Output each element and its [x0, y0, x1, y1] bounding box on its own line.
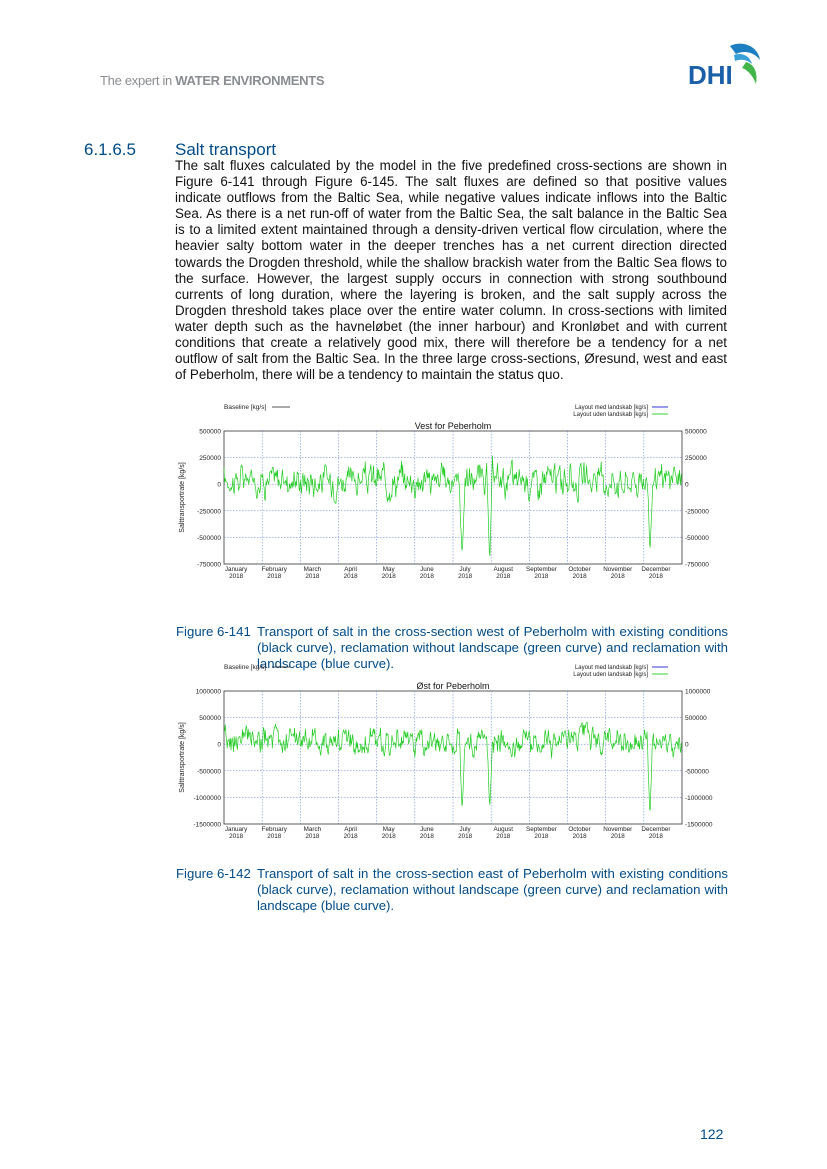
x-tick-month: September	[526, 826, 557, 833]
x-tick-month: March	[303, 566, 322, 573]
y-tick-label-left: -500000	[197, 534, 221, 542]
x-tick-year: 2018	[343, 573, 358, 580]
x-tick-month: July	[459, 826, 471, 833]
y-tick-label-right: 250000	[685, 455, 707, 463]
x-tick-year: 2018	[381, 573, 396, 580]
x-tick-month: March	[303, 826, 322, 833]
x-tick-month: January	[224, 566, 248, 573]
x-tick-month: April	[344, 826, 357, 833]
dhi-logo	[684, 40, 764, 92]
x-tick-month: September	[526, 566, 557, 573]
x-tick-year: 2018	[648, 573, 663, 580]
chart-title: Vest for Peberholm	[414, 421, 492, 431]
y-tick-label-left: -1500000	[193, 821, 221, 829]
y-tick-label-right: -500000	[685, 768, 709, 776]
section-paragraph: The salt fluxes calculated by the model in the five predefined cross-sections are shown in Figure 6-141 through Figure 6-145. The salt fluxes are defined so that positive values indicate outflows from the Baltic Sea, while negative values indicate inflows into the Baltic Sea. As there is a net run-off of water from the Baltic Sea, the salt balance in the Baltic Sea is to a limited extent maintained through a density-driven vertical flow circulation, where the heavier salty bottom water in the deeper trenches has a net current direction directed towards the Drogden threshold, while the shallow brackish water from the Baltic Sea flows to the surface. However, the largest supply occurs in connection with strong southbound currents of long duration, where the layering is broken, and the salt supply across the Drogden threshold takes place over the entire water column. In cross-sections with limited water depth such as the havneløbet (the inner harbour) and Kronløbet and with current conditions that create a relatively good mix, there will therefore be a tendency for a net outflow of salt from the Baltic Sea. In the three large cross-sections, Øresund, west and east of Peberholm, there will be a tendency to maintain the status quo.	[175, 158, 727, 383]
caption-number: Figure 6-141	[176, 624, 251, 639]
y-tick-label-left: -250000	[197, 508, 221, 516]
x-tick-month: November	[603, 566, 633, 573]
dhi-logo-icon	[684, 40, 764, 92]
chart-0-svg	[176, 398, 709, 584]
section-number: 6.1.6.5	[84, 140, 136, 159]
x-tick-month: December	[641, 826, 671, 833]
y-tick-label-right: -250000	[685, 508, 709, 516]
logo-text: DHI	[688, 60, 733, 90]
y-tick-label-right: 500000	[685, 428, 707, 436]
header-tagline	[100, 73, 324, 88]
y-tick-label-left: -750000	[197, 561, 221, 569]
y-axis-label: Salttransportrate [kg/s]	[179, 462, 186, 533]
y-axis-label: Salttransportrate [kg/s]	[179, 722, 186, 793]
y-tick-label-right: 0	[685, 481, 689, 489]
x-tick-year: 2018	[381, 833, 396, 840]
y-tick-label-left: 0	[217, 481, 221, 489]
tagline-bold: WATER ENVIRONMENTS	[175, 73, 325, 88]
x-tick-year: 2018	[419, 833, 434, 840]
legend-left-label: Baseline [kg/s]	[224, 664, 267, 671]
x-tick-year: 2018	[229, 573, 244, 580]
x-tick-year: 2018	[343, 833, 358, 840]
x-tick-year: 2018	[419, 573, 434, 580]
legend-right-label: Layout med landskab [kg/s]	[574, 665, 648, 671]
x-tick-month: January	[224, 826, 248, 833]
tagline-prefix: The expert in	[100, 73, 176, 88]
x-tick-year: 2018	[572, 833, 587, 840]
y-tick-label-left: 1000000	[195, 688, 221, 696]
chart-1-svg	[176, 658, 713, 844]
x-tick-year: 2018	[610, 573, 625, 580]
x-tick-year: 2018	[267, 833, 282, 840]
x-tick-month: February	[261, 566, 287, 573]
section-title: Salt transport	[175, 140, 277, 159]
series-line-layout-uden-landskab	[224, 456, 681, 556]
x-tick-year: 2018	[267, 573, 282, 580]
y-tick-label-right: -1500000	[685, 821, 713, 829]
caption-text: Transport of salt in the cross-section east of Peberholm with existing conditions (black curve), reclamation without landscape (green curve) and reclamation with landscape (blue curve).	[257, 866, 728, 913]
x-tick-month: June	[420, 826, 434, 833]
y-tick-label-left: 250000	[199, 455, 221, 463]
x-tick-year: 2018	[572, 573, 587, 580]
x-tick-month: February	[261, 826, 287, 833]
x-tick-year: 2018	[458, 573, 473, 580]
x-tick-month: December	[641, 566, 671, 573]
x-tick-year: 2018	[648, 833, 663, 840]
x-tick-month: June	[420, 566, 434, 573]
y-tick-label-right: -1000000	[685, 794, 713, 802]
chart-title: Øst for Peberholm	[416, 681, 490, 691]
x-tick-month: May	[382, 566, 395, 573]
legend-right-label: Layout med landskab [kg/s]	[574, 405, 648, 411]
x-tick-month: October	[568, 566, 591, 573]
y-tick-label-left: 500000	[199, 428, 221, 436]
caption-number: Figure 6-142	[176, 866, 251, 881]
y-tick-label-right: 0	[685, 741, 689, 749]
x-tick-year: 2018	[229, 833, 244, 840]
y-tick-label-right: 500000	[685, 715, 707, 723]
x-tick-month: April	[344, 566, 357, 573]
x-tick-year: 2018	[458, 833, 473, 840]
page-number: 122	[700, 1126, 724, 1142]
y-tick-label-right: -500000	[685, 534, 709, 542]
x-tick-month: May	[382, 826, 395, 833]
legend-right-label: Layout uden landskab [kg/s]	[573, 672, 648, 678]
legend-left-label: Baseline [kg/s]	[224, 404, 267, 411]
legend-right-label: Layout uden landskab [kg/s]	[573, 412, 648, 418]
y-tick-label-left: 500000	[199, 715, 221, 723]
x-tick-year: 2018	[496, 833, 511, 840]
x-tick-year: 2018	[496, 573, 511, 580]
x-tick-month: August	[493, 566, 514, 573]
x-tick-month: November	[603, 826, 633, 833]
figure-caption-1	[176, 866, 728, 914]
y-tick-label-left: -1000000	[193, 794, 221, 802]
x-tick-month: July	[459, 566, 471, 573]
x-tick-year: 2018	[610, 833, 625, 840]
caption-text: Transport of salt in the cross-section west of Peberholm with existing conditions (black curve), reclamation without landscape (green curve) and reclamation with landscape (blue curve).	[257, 624, 728, 671]
x-tick-month: August	[493, 826, 514, 833]
x-tick-year: 2018	[534, 573, 549, 580]
y-tick-label-right: -750000	[685, 561, 709, 569]
y-tick-label-left: 0	[217, 741, 221, 749]
x-tick-month: October	[568, 826, 591, 833]
x-tick-year: 2018	[305, 833, 320, 840]
x-tick-year: 2018	[305, 573, 320, 580]
chart-ost-for-peberholm	[176, 658, 713, 844]
x-tick-year: 2018	[534, 833, 549, 840]
chart-vest-for-peberholm	[176, 398, 709, 584]
y-tick-label-left: -500000	[197, 768, 221, 776]
y-tick-label-right: 1000000	[685, 688, 711, 696]
